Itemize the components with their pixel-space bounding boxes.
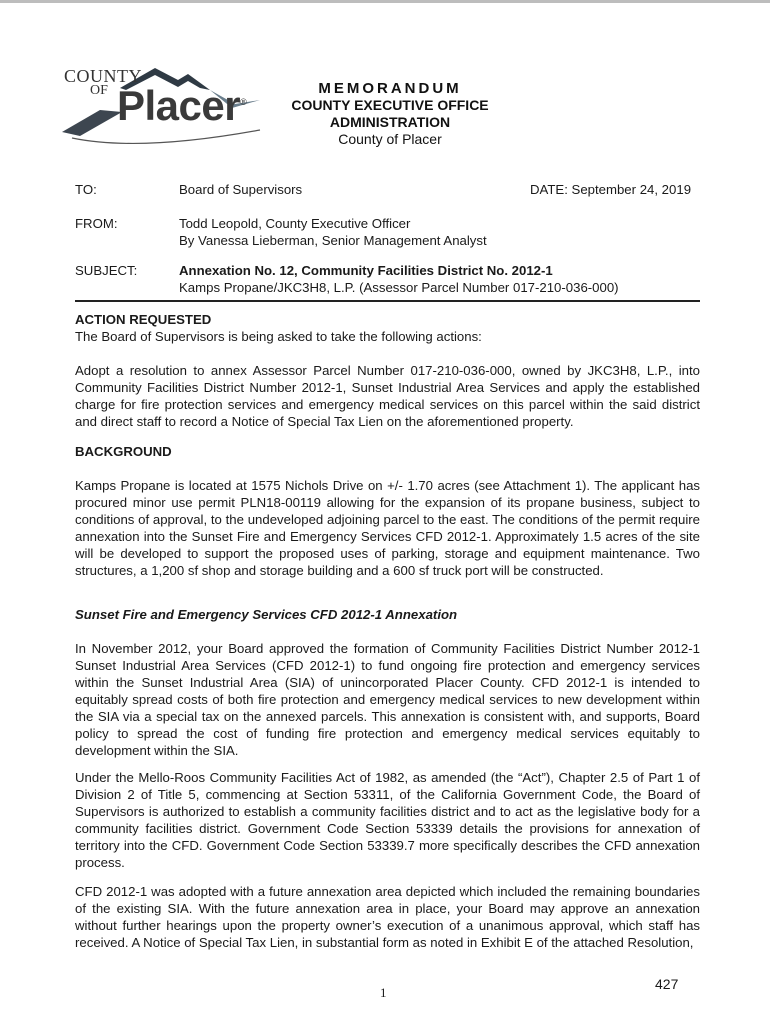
subject-line-2: Kamps Propane/JKC3H8, L.P. (Assessor Parcel Number 017-210-036-000) [179, 280, 619, 295]
background-heading: BACKGROUND [75, 444, 172, 459]
office-name: COUNTY EXECUTIVE OFFICE [291, 97, 489, 113]
sunset-heading: Sunset Fire and Emergency Services CFD 2012-1 Annexation [75, 607, 458, 622]
scan-edge [0, 0, 770, 3]
subject-line-1: Annexation No. 12, Community Facilities District No. 2012-1 [179, 263, 553, 278]
registered-mark: ® [240, 97, 247, 107]
to-value: Board of Supervisors [179, 182, 303, 197]
memo-title: MEMORANDUM [318, 80, 462, 97]
memo-date: DATE: September 24, 2019 [530, 182, 692, 197]
county-name: County of Placer [338, 131, 442, 147]
subject-label: SUBJECT: [75, 263, 138, 278]
action-intro: The Board of Supervisors is being asked to take the following actions: [75, 329, 482, 344]
county-logo [60, 60, 275, 155]
header-divider [75, 300, 700, 302]
background-paragraph: Kamps Propane is located at 1575 Nichols Drive on +/- 1.70 acres (see Attachment 1). The applicant has procured minor use permit PLN18-00119 allowing for the expansion of its propane business, subject to conditions of approval, to the undeveloped adjoining parcel to the east. The conditions of the permit require annexation into the Sunset Fire and Emergency Services CFD 2012-1. Approximately 1.5 acres of the site will be developed to support the proposed uses of parking, storage and equipment maintenance. Two structures, a 1,200 sf shop and storage building and a 600 sf truck port will be constructed. [75, 478, 700, 578]
department-name: ADMINISTRATION [329, 114, 451, 130]
action-heading: ACTION REQUESTED [75, 312, 212, 327]
page-stamp: 427 [655, 976, 679, 992]
logo-of-text: OF [90, 83, 108, 98]
to-label: TO: [75, 182, 97, 197]
from-label: FROM: [75, 216, 118, 231]
logo-placer-text: Placer® [117, 82, 247, 129]
logo-county-text: COUNTY [64, 66, 142, 86]
from-line-2: By Vanessa Lieberman, Senior Management Analyst [179, 233, 487, 248]
sunset-paragraph: In November 2012, your Board approved the formation of Community Facilities District Number 2012-1 Sunset Industrial Area Services (CFD 2012-1) to fund ongoing fire protection and emergency services within the Sunset Industrial Area (SIA) of unincorporated Placer County. CFD 2012-1 is intended to equitably spread costs of both fire protection and emergency medical services to new development within the SIA via a special tax on the annexed parcels. This annexation is consistent with, and supports, Board policy to spread the cost of funding fire protection and emergency medical services equitably to development within the SIA. [75, 641, 700, 758]
cfd-paragraph: CFD 2012-1 was adopted with a future annexation area depicted which included the remaining boundaries of the existing SIA. With the future annexation area in place, your Board may approve an annexation without further hearings upon the property owner’s execution of a unanimous approval, which staff has received. A Notice of Special Tax Lien, in substantial form as noted in Exhibit E of the attached Resolution, [75, 884, 700, 950]
mello-roos-paragraph: Under the Mello-Roos Community Facilities Act of 1982, as amended (the “Act”), Chapter 2.5 of Part 1 of Division 2 of Title 5, commencing at Section 53311, of the California Government Code, the Board of Supervisors is authorized to establish a community facilities district and to act as the legislative body for a community facilities district. Government Code Section 53339 details the provisions for annexation of territory into the CFD. Government Code Section 53339.7 more specifically describes the CFD annexation process. [75, 770, 700, 870]
action-paragraph: Adopt a resolution to annex Assessor Parcel Number 017-210-036-000, owned by JKC3H8, L.P., into Community Facilities District Number 2012-1, Sunset Industrial Area Services and apply the established charge for fire protection services and emergency medical services on this parcel within the said district and direct staff to record a Notice of Special Tax Lien on the aforementioned property. [75, 363, 700, 429]
from-line-1: Todd Leopold, County Executive Officer [179, 216, 411, 231]
page-number: 1 [380, 985, 387, 1000]
